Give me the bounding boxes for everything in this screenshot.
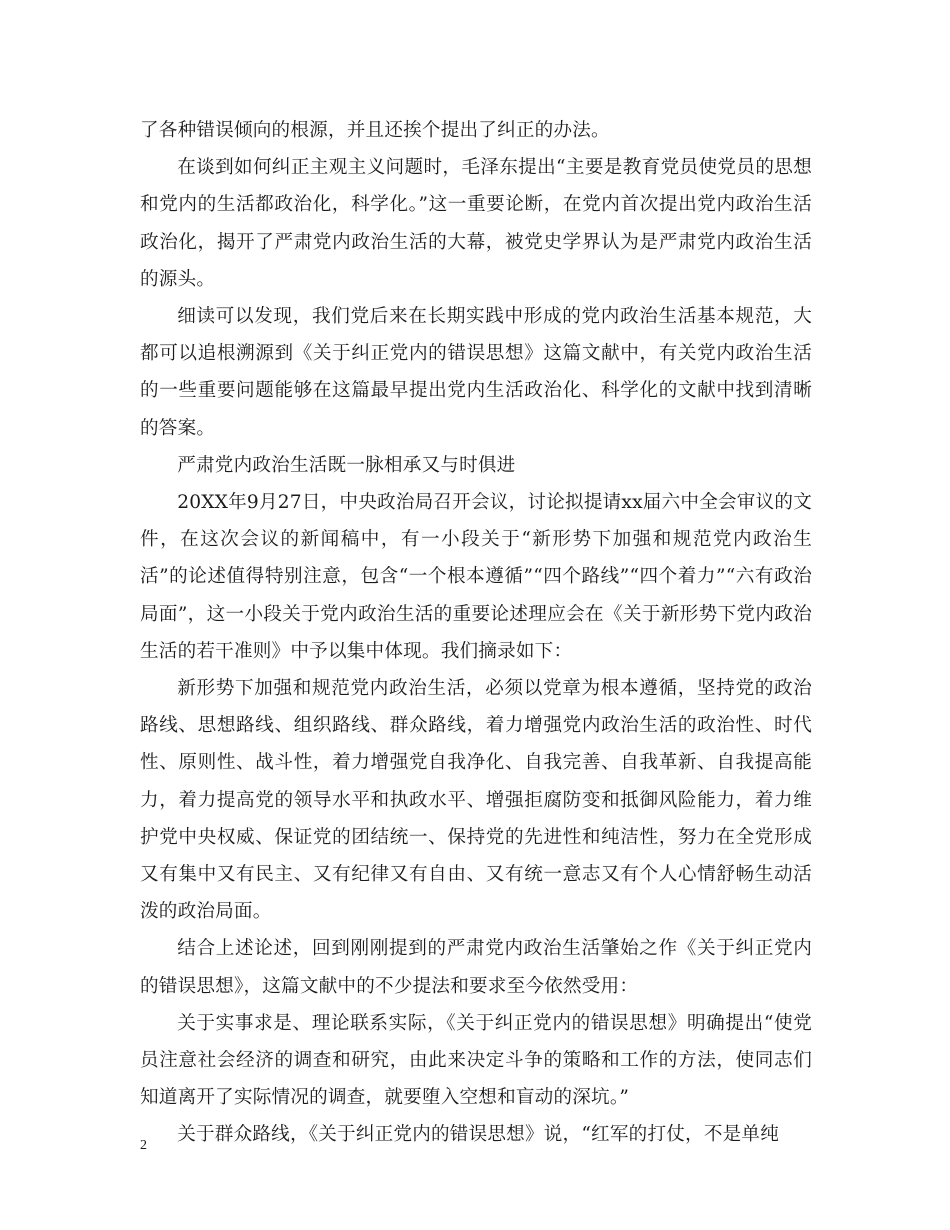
- paragraph: 结合上述论述，回到刚刚提到的严肃党内政治生活肇始之作《关于纠正党内的错误思想》，这篇文献中的不少提法和要求至今依然受用：: [140, 938, 812, 997]
- page-number: 2: [140, 1138, 147, 1153]
- paragraph: 在谈到如何纠正主观主义问题时，毛泽东提出“主要是教育党员使党员的思想和党内的生活都政治化，科学化。”这一重要论断，在党内首次提出党内政治生活政治化，揭开了严肃党内政治生活的大幕，被党史学界认为是严肃党内政治生活的源头。: [140, 157, 812, 290]
- paragraph-quote: 新形势下加强和规范党内政治生活，必须以党章为根本遵循，坚持党的政治路线、思想路线、组织路线、群众路线，着力增强党内政治生活的政治性、时代性、原则性、战斗性，着力增强党自我净化、自我完善、自我革新、自我提高能力，着力提高党的领导水平和执政水平、增强拒腐防变和抵御风险能力，着力维护党中央权威、保证党的团结统一、保持党的先进性和纯洁性，努力在全党形成又有集中又有民主、又有纪律又有自由、又有统一意志又有个人心情舒畅生动活泼的政治局面。: [140, 678, 812, 923]
- paragraph: 细读可以发现，我们党后来在长期实践中形成的党内政治生活基本规范，大都可以追根溯源到《关于纠正党内的错误思想》这篇文献中，有关党内政治生活的一些重要问题能够在这篇最早提出党内生活政治化、科学化的文献中找到清晰的答案。: [140, 306, 812, 439]
- paragraph: 关于实事求是、理论联系实际，《关于纠正党内的错误思想》明确提出“使党员注意社会经济的调查和研究，由此来决定斗争的策略和工作的方法，使同志们知道离开了实际情况的调查，就要堕入空想和盲动的深坑。”: [140, 1012, 812, 1109]
- paragraph: 20XX年9月27日，中央政治局召开会议，讨论拟提请xx届六中全会审议的文件，在这次会议的新闻稿中，有一小段关于“新形势下加强和规范党内政治生活”的论述值得特别注意，包含“一个根本遵循”“四个路线”“四个着力”“六有政治局面”，这一小段关于党内政治生活的重要论述理应会在《关于新形势下党内政治生活的若干准则》中予以集中体现。我们摘录如下：: [140, 492, 812, 662]
- document-body: [140, 112, 812, 1154]
- paragraph: 关于群众路线，《关于纠正党内的错误思想》说，“红军的打仗，不是单纯: [177, 1124, 779, 1146]
- section-heading: 严肃党内政治生活既一脉相承又与时俱进: [177, 454, 516, 476]
- paragraph-continuation: 了各种错误倾向的根源，并且还挨个提出了纠正的办法。: [140, 120, 610, 141]
